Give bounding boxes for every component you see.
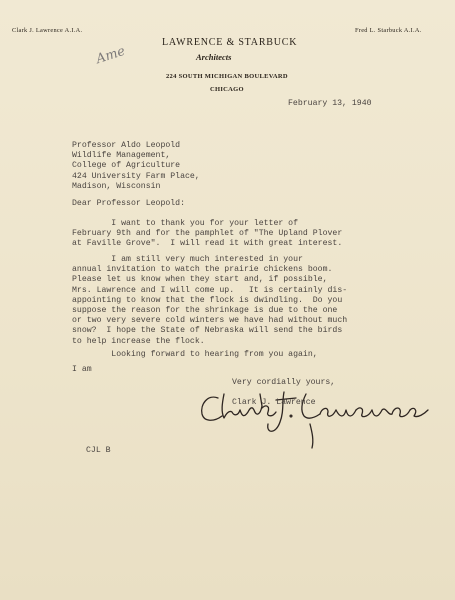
firm-city: CHICAGO — [210, 86, 244, 93]
salutation: Dear Professor Leopold: — [72, 199, 186, 208]
recipient-line: 424 University Farm Place, — [72, 171, 200, 181]
paragraph-4: I am — [72, 365, 92, 374]
letterhead-left-name-text: Clark J. Lawrence A.I.A. — [12, 27, 83, 34]
paragraph-3: Looking forward to hearing from you again, — [72, 350, 318, 359]
firm-subtitle: Architects — [196, 52, 232, 62]
letterhead-right-name-text: Fred L. Starbuck A.I.A. — [355, 27, 422, 34]
body-line: February 9th and for the pamphlet of "The Upland Plover — [72, 229, 343, 239]
paragraph-2 — [72, 255, 452, 347]
recipient-address — [72, 141, 452, 192]
typed-signature-name: Clark J. Lawrence — [232, 398, 316, 407]
body-line: Please let us know when they start and, if possible, — [72, 275, 328, 285]
body-line: appointing to know that the flock is dwindling. Do you — [72, 295, 343, 305]
body-line: or two very severe cold winters we have had without much — [72, 316, 348, 326]
letterhead-right-name — [355, 27, 422, 34]
paragraph-1 — [72, 219, 452, 250]
body-line: suppose the reason for the shrinkage is due to the one — [72, 306, 338, 316]
letterhead-left-name — [12, 27, 82, 34]
recipient-line: Madison, Wisconsin — [72, 181, 161, 191]
body-line: to help increase the flock. — [72, 336, 205, 346]
body-line: snow? I hope the State of Nebraska will send the birds — [72, 326, 343, 336]
body-line: at Faville Grove". I will read it with great interest. — [72, 239, 343, 249]
body-line: I want to thank you for your letter of — [72, 219, 299, 228]
letter-date: February 13, 1940 — [288, 99, 372, 108]
initials: CJL B — [86, 446, 111, 455]
body-line: annual invitation to watch the prairie chickens boom. — [72, 265, 333, 275]
recipient-line: Wildlife Management, — [72, 151, 171, 161]
body-line: Mrs. Lawrence and I will come up. It is certainly dis- — [72, 285, 348, 295]
firm-address: 224 SOUTH MICHIGAN BOULEVARD — [166, 73, 288, 80]
pencil-annotation: Ame — [94, 43, 128, 68]
recipient-line: College of Agriculture — [72, 161, 181, 171]
firm-name: LAWRENCE & STARBUCK — [162, 37, 298, 48]
body-line: I am still very much interested in your — [72, 255, 303, 264]
recipient-line: Professor Aldo Leopold — [72, 141, 181, 150]
closing: Very cordially yours, — [232, 378, 336, 387]
